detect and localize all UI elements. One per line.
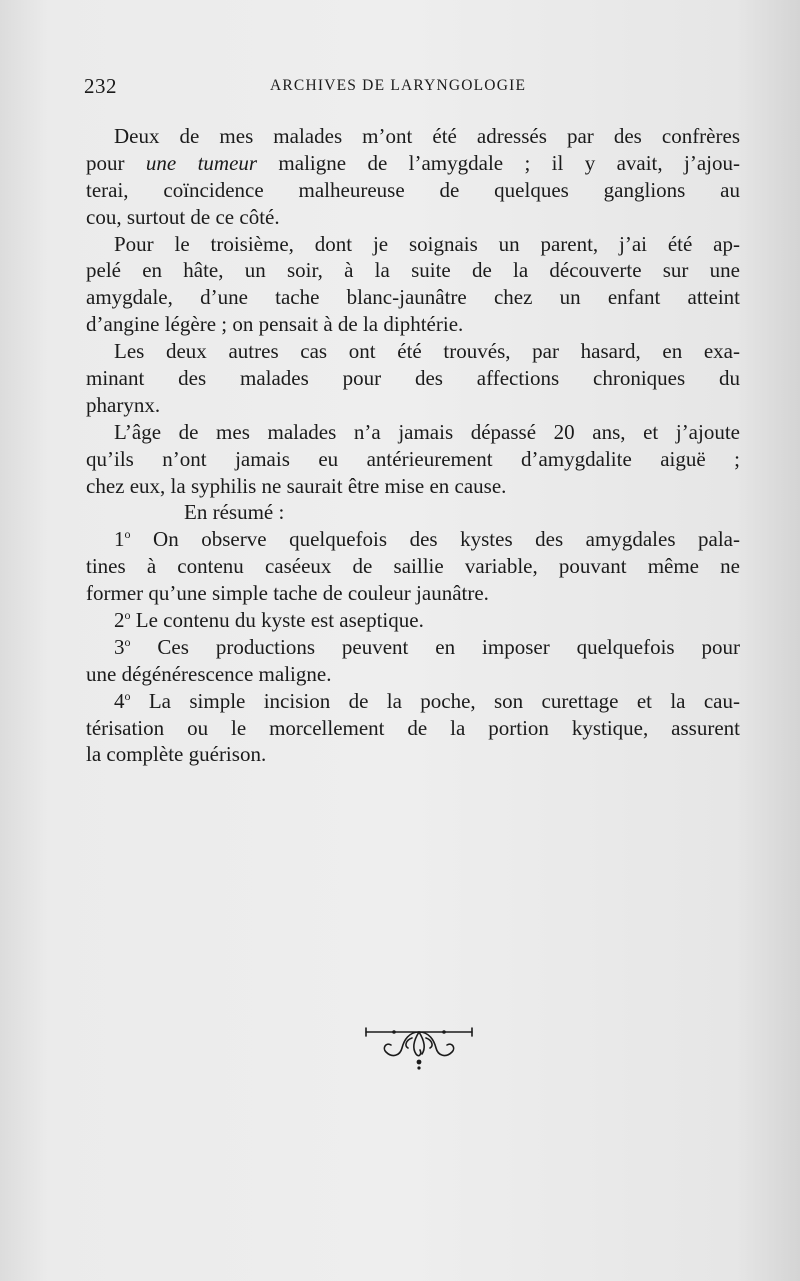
text-line: chez eux, la syphilis ne saurait être mise en cause. <box>86 473 507 498</box>
text-line-emphasis: pour une tumeur maligne de l’amygdale ; il y avait, j’ajou- <box>86 150 740 175</box>
text-line: pelé en hâte, un soir, à la suite de la découverte sur une <box>86 258 740 283</box>
text-line: L’âge de mes malades n’a jamais dépassé 20 ans, et j’ajoute <box>114 419 740 444</box>
text-line: qu’ils n’ont jamais eu antérieurement d’amygdalite aiguë ; <box>86 446 740 471</box>
summary-heading: En résumé : <box>184 500 285 525</box>
page-header <box>84 74 744 102</box>
summary-item-1: 1$^o$ On observe quelquefois des kystes des amygdales pala- <box>114 527 740 552</box>
text-line: terai, coïncidence malheureuse de quelques ganglions au <box>86 177 740 202</box>
fleuron-ornament-icon <box>364 1018 474 1078</box>
text-line: Pour le troisième, dont je soignais un parent, j’ai été ap- <box>114 231 740 256</box>
text-line: minant des malades pour des affections chroniques du <box>86 366 740 391</box>
page-number: 232 <box>84 74 117 98</box>
text-line: tines à contenu caséeux de saillie variable, pouvant même ne <box>86 554 740 579</box>
text-line: pharynx. <box>86 392 161 417</box>
summary-item-2: 2$^o$ Le contenu du kyste est aseptique. <box>114 608 424 633</box>
text-line: Les deux autres cas ont été trouvés, par hasard, en exa- <box>114 339 740 364</box>
summary-item-3: 3$^o$ Ces productions peuvent en imposer quelquefois pour <box>114 634 740 659</box>
text-line: la complète guérison. <box>86 742 267 767</box>
text-line: d’angine légère ; on pensait à de la diphtérie. <box>86 312 464 337</box>
text-line: amygdale, d’une tache blanc-jaunâtre chez un enfant atteint <box>86 285 740 310</box>
text-line: cou, surtout de ce côté. <box>86 204 280 229</box>
text-line: Deux de mes malades m’ont été adressés par des confrères <box>114 124 740 148</box>
summary-item-4: 4$^o$ La simple incision de la poche, son curettage et la cau- <box>114 688 740 713</box>
text-line: térisation ou le morcellement de la portion kystique, assurent <box>86 715 740 740</box>
text-line: former qu’une simple tache de couleur jaunâtre. <box>86 581 489 606</box>
body-text <box>86 123 740 768</box>
emphasis-text: une tumeur <box>145 150 258 175</box>
text-line: une dégénérescence maligne. <box>86 661 332 686</box>
running-title: ARCHIVES DE LARYNGOLOGIE <box>270 77 527 94</box>
